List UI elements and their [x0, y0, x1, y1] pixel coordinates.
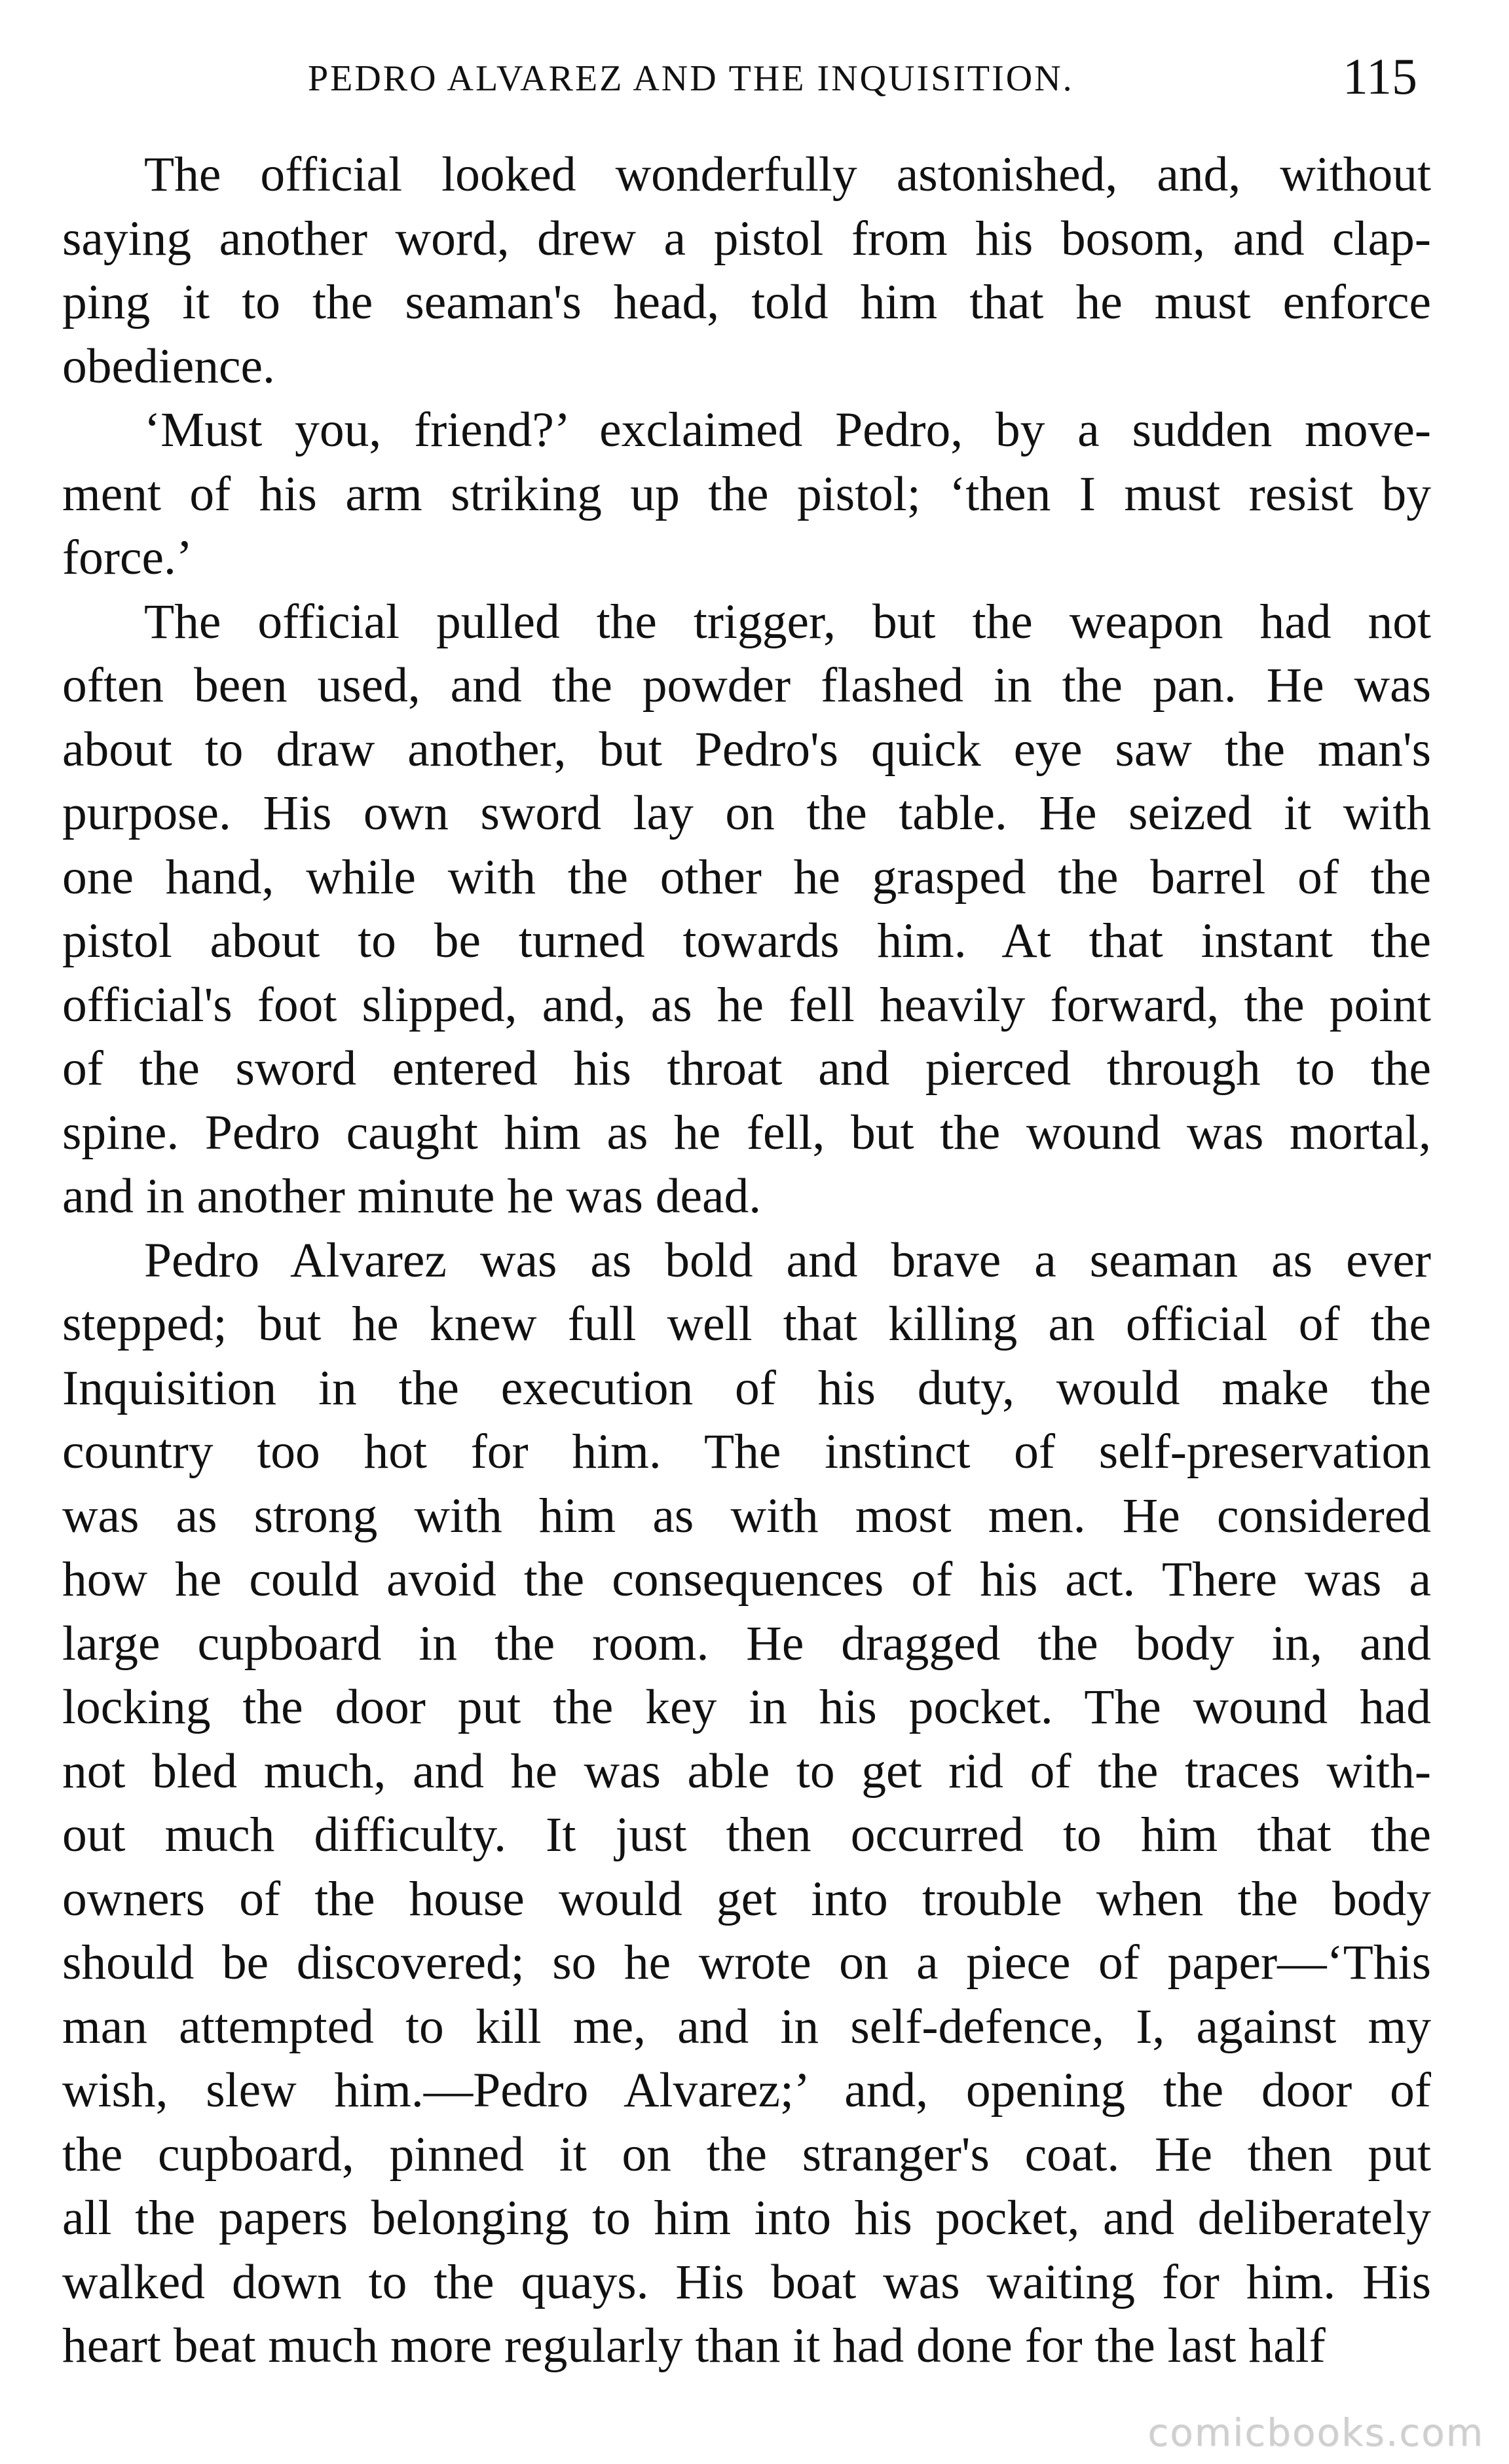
body-text — [62, 143, 1431, 2378]
text-line: ment of his arm striking up the pistol; ‘then I must resist by — [62, 466, 1431, 521]
running-head — [72, 46, 1437, 111]
text-line: force.’ — [62, 531, 193, 585]
text-line: man attempted to kill me, and in self-defence, I, against my — [62, 1999, 1431, 2054]
text-line: not bled much, and he was able to get rid of the traces with- — [62, 1744, 1431, 1799]
paragraph — [62, 398, 1431, 590]
page-number: 115 — [1342, 48, 1417, 105]
text-line: all the papers belonging to him into his pocket, and deliberately — [62, 2191, 1431, 2245]
text-line: The official pulled the trigger, but the weapon had not — [144, 594, 1431, 649]
paragraph — [62, 143, 1431, 398]
text-line: and in another minute he was dead. — [62, 1169, 762, 1223]
text-line: often been used, and the powder flashed in the pan. He was — [62, 658, 1431, 713]
chapter-title: PEDRO ALVAREZ AND THE INQUISITION. — [308, 58, 1074, 99]
paragraph — [62, 1229, 1431, 2378]
text-line: how he could avoid the consequences of his act. There was a — [62, 1552, 1431, 1607]
text-line: the cupboard, pinned it on the stranger's coat. He then put — [62, 2127, 1431, 2182]
text-line: spine. Pedro caught him as he fell, but the wound was mortal, — [62, 1105, 1431, 1160]
text-line: locking the door put the key in his pocket. The wound had — [62, 1680, 1431, 1734]
text-line: out much difficulty. It just then occurred to him that the — [62, 1808, 1431, 1862]
text-line: should be discovered; so he wrote on a piece of paper—‘This — [62, 1935, 1431, 1990]
text-line: large cupboard in the room. He dragged the body in, and — [62, 1616, 1431, 1671]
text-line: official's foot slipped, and, as he fell heavily forward, the point — [62, 977, 1431, 1032]
text-line: stepped; but he knew full well that killing an official of the — [62, 1297, 1431, 1351]
text-line: country too hot for him. The instinct of self-preservation — [62, 1425, 1431, 1479]
text-line: heart beat much more regularly than it had done for the last half — [62, 2319, 1326, 2373]
text-line: owners of the house would get into trouble when the body — [62, 1871, 1431, 1926]
text-line: pistol about to be turned towards him. At that instant the — [62, 914, 1431, 968]
text-line: walked down to the quays. His boat was waiting for him. His — [62, 2254, 1431, 2309]
text-line: obedience. — [62, 339, 275, 394]
text-line: purpose. His own sword lay on the table. He seized it with — [62, 786, 1431, 840]
text-line: was as strong with him as with most men. He considered — [62, 1488, 1431, 1543]
watermark: comicbooks.com — [1147, 2410, 1484, 2455]
text-line: ‘Must you, friend?’ exclaimed Pedro, by a sudden move- — [144, 403, 1431, 457]
text-line: ping it to the seaman's head, told him that he must enforce — [62, 275, 1431, 329]
text-line: one hand, while with the other he grasped the barrel of the — [62, 849, 1431, 905]
text-line: The official looked wonderfully astonished, and, without — [144, 147, 1431, 202]
text-line: Inquisition in the execution of his duty, would make the — [62, 1360, 1431, 1415]
text-line: wish, slew him.—Pedro Alvarez;’ and, opening the door of — [62, 2063, 1431, 2118]
paragraph — [62, 590, 1431, 1229]
text-line: of the sword entered his throat and pierced through to the — [62, 1041, 1431, 1096]
text-line: saying another word, drew a pistol from his bosom, and clap- — [62, 211, 1431, 266]
text-line: about to draw another, but Pedro's quick eye saw the man's — [62, 722, 1431, 777]
text-line: Pedro Alvarez was as bold and brave a seaman as ever — [144, 1233, 1431, 1288]
